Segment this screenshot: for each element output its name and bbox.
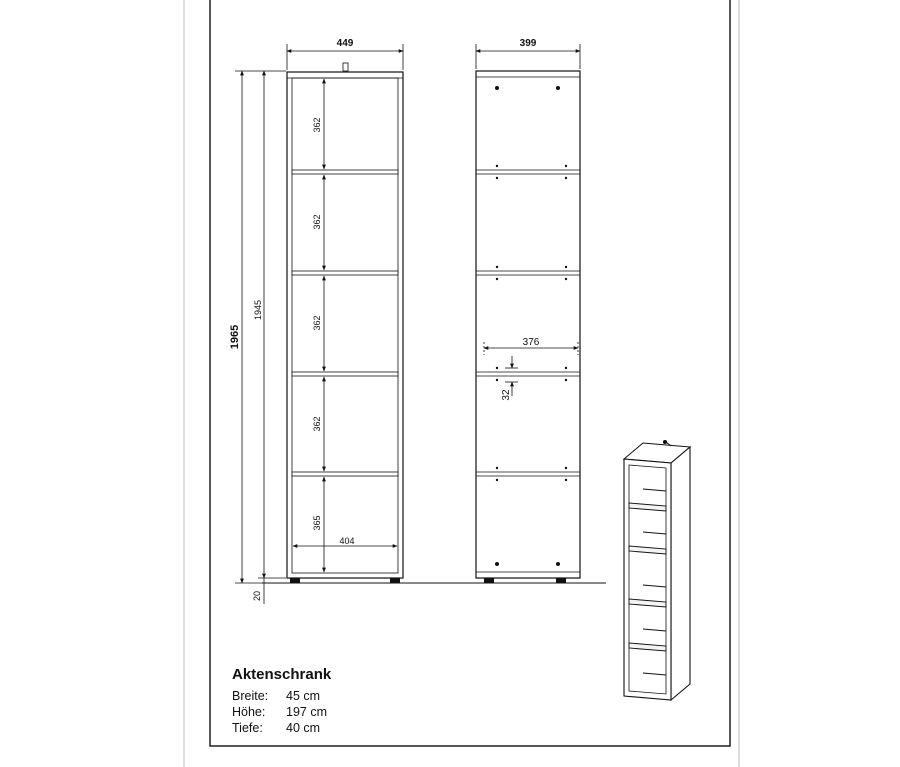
- spec-value: 40 cm: [286, 721, 321, 735]
- dim-compartment-5: 365: [312, 515, 322, 531]
- spec-row-depth: [232, 720, 331, 736]
- dim-compartment-3: 362: [312, 315, 322, 331]
- front-foot-left: [290, 578, 300, 583]
- dim-inner-depth: 376: [522, 337, 540, 348]
- spec-value: 197 cm: [286, 705, 327, 719]
- spec-label: Tiefe:: [232, 721, 263, 735]
- spec-value: 45 cm: [286, 689, 321, 703]
- front-foot-right: [390, 578, 400, 583]
- spec-row-height: [232, 704, 331, 720]
- wall-fitting-icon: [343, 63, 348, 71]
- front-view: [287, 63, 403, 583]
- dim-compartment-2: 362: [312, 214, 322, 230]
- dim-front-width: 449: [336, 38, 354, 49]
- dim-inner-width: 404: [339, 536, 355, 546]
- spec-label: Breite:: [232, 689, 269, 703]
- dim-body-height: 1945: [253, 299, 263, 321]
- dim-compartment-4: 362: [312, 416, 322, 432]
- dim-compartment-1: 362: [312, 117, 322, 133]
- side-shelf-lines: [476, 170, 580, 572]
- dim-side-depth: 399: [519, 38, 537, 49]
- dim-plinth-height: 20: [252, 590, 262, 602]
- product-title: Aktenschrank: [232, 666, 332, 683]
- spec-label: Höhe:: [232, 705, 266, 719]
- side-foot-right: [556, 578, 566, 583]
- dimension-labels: [229, 38, 540, 601]
- front-shelves: [292, 170, 398, 476]
- perspective-view: [624, 441, 690, 701]
- side-view: [476, 71, 580, 583]
- spec-row-width: [232, 688, 331, 704]
- dim-total-height: 1965: [229, 324, 241, 350]
- side-foot-left: [484, 578, 494, 583]
- dim-hole-spacing: 32: [501, 389, 512, 401]
- shelf-pin-holes: [495, 86, 567, 566]
- product-info: [232, 666, 331, 736]
